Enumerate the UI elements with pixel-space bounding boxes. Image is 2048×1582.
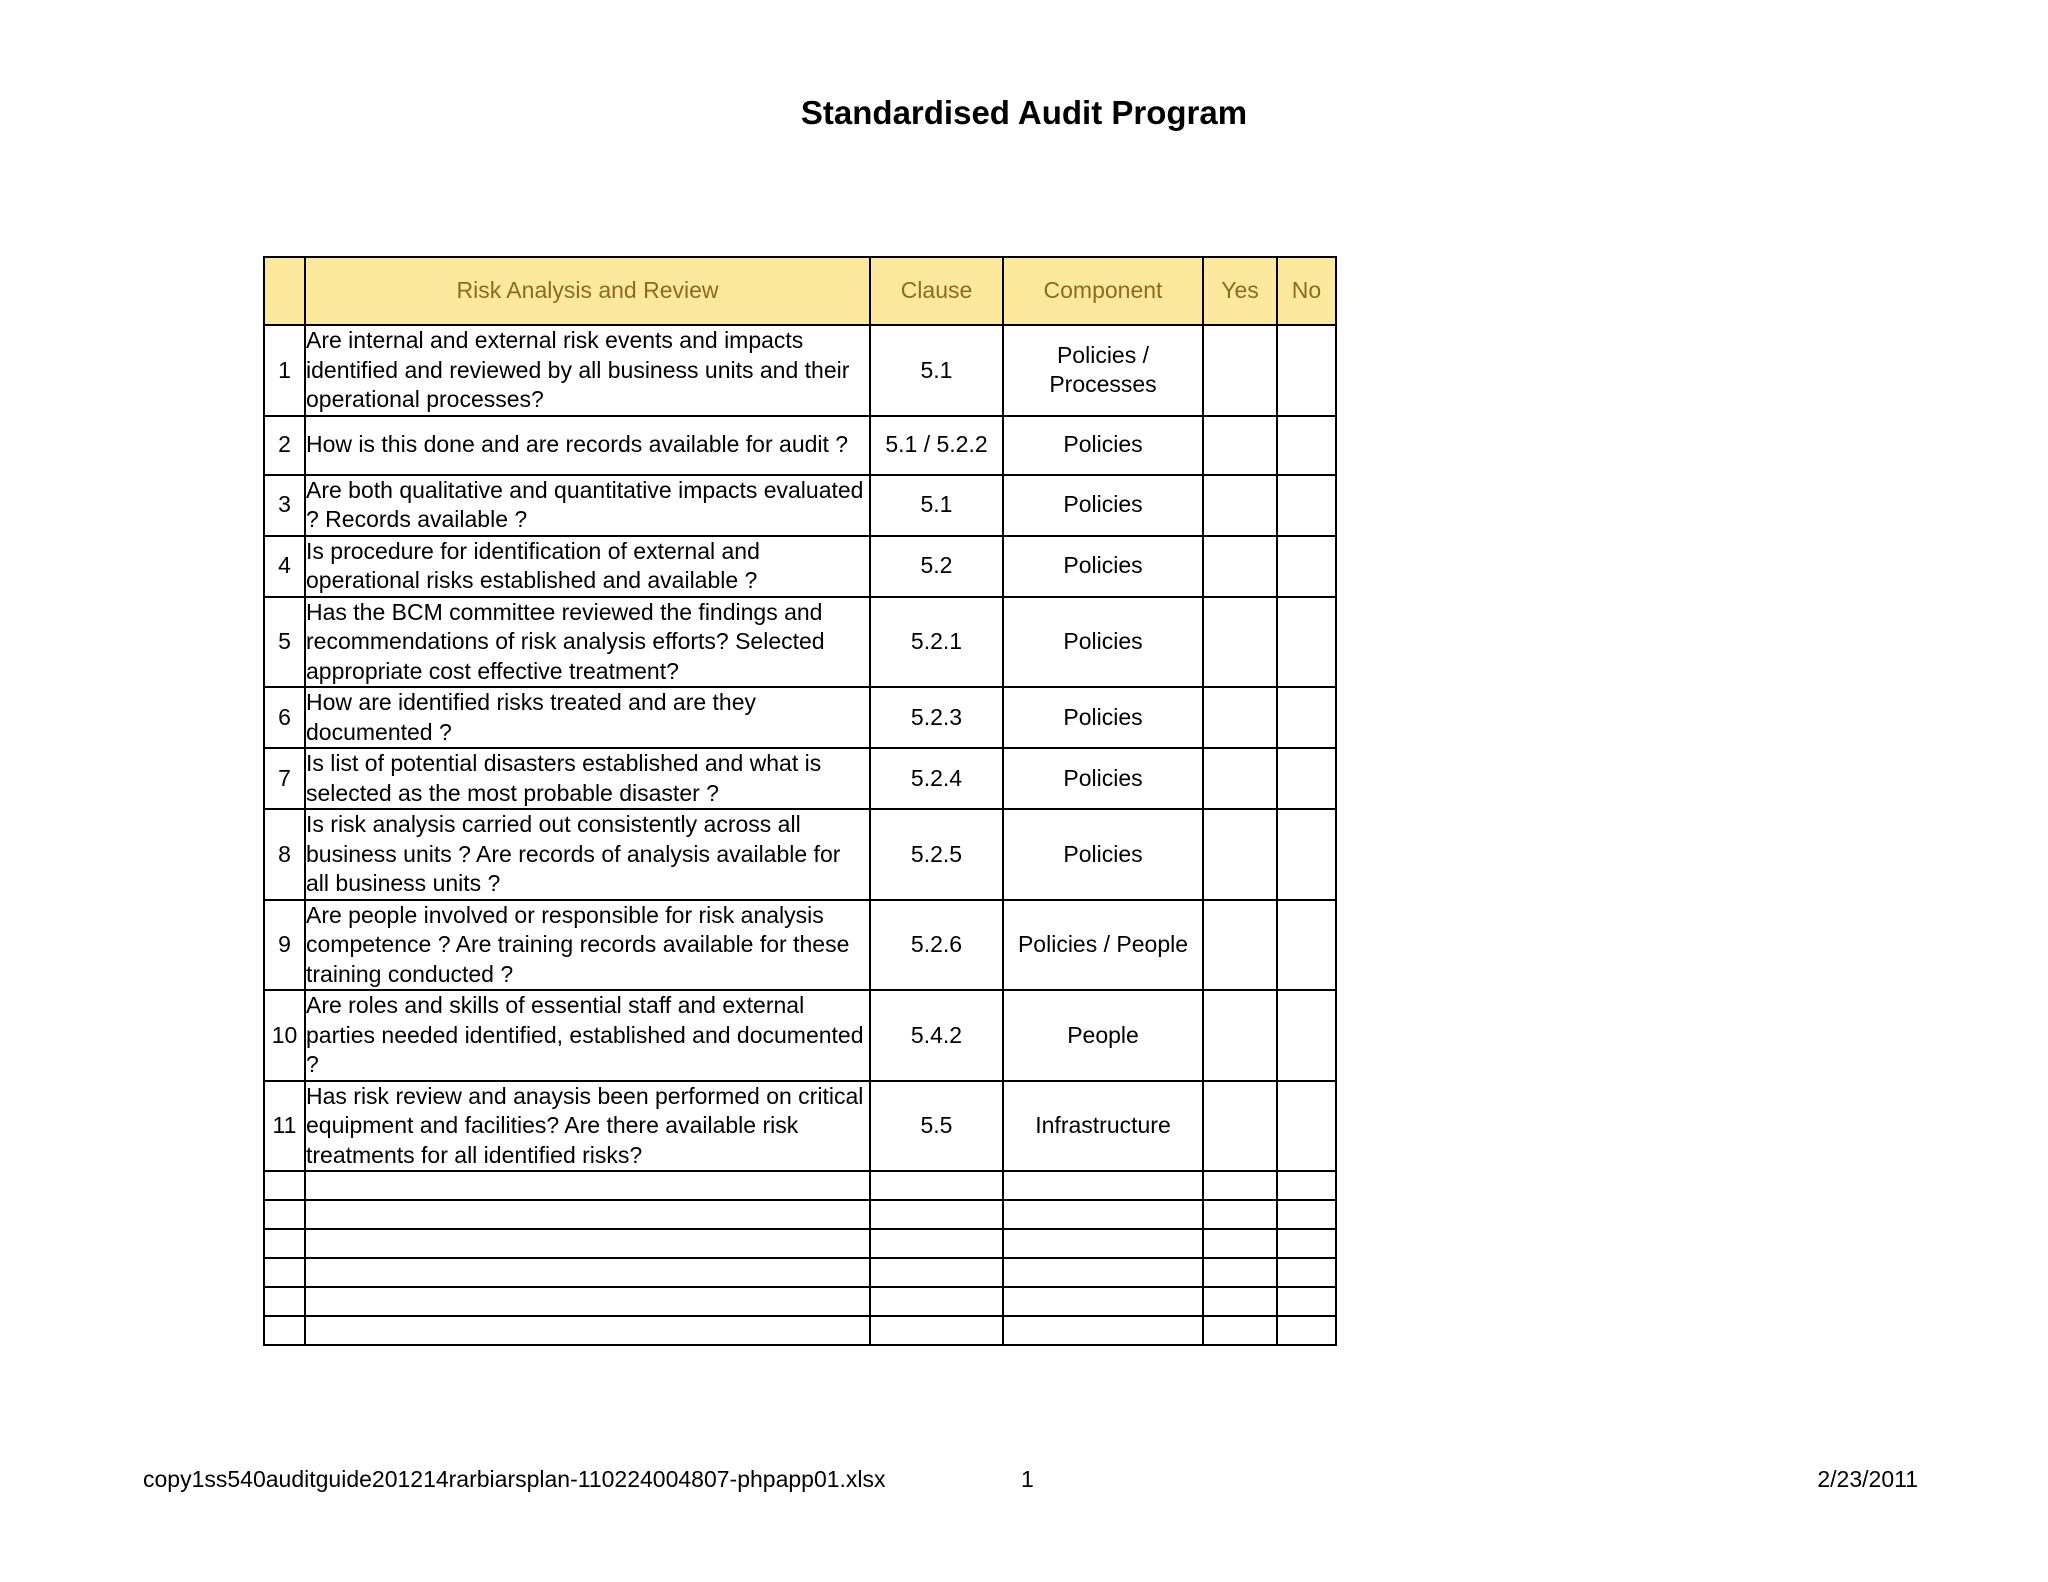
- table-row: [264, 416, 1336, 475]
- row-yes-cell[interactable]: [1203, 748, 1277, 809]
- row-no-cell[interactable]: [1277, 809, 1336, 900]
- row-question: How are identified risks treated and are they documented ?: [305, 687, 870, 748]
- row-yes-cell[interactable]: [1203, 597, 1277, 688]
- table-row: [264, 536, 1336, 597]
- empty-row: [264, 1258, 1336, 1287]
- row-question: Are roles and skills of essential staff and external parties needed identified, established and documented ?: [305, 990, 870, 1081]
- row-clause: 5.2.1: [870, 597, 1003, 688]
- row-yes-cell[interactable]: [1203, 990, 1277, 1081]
- header-no: No: [1277, 257, 1336, 325]
- row-no-cell[interactable]: [1277, 475, 1336, 536]
- empty-row: [264, 1229, 1336, 1258]
- row-no-cell[interactable]: [1277, 416, 1336, 475]
- row-component: Infrastructure: [1003, 1081, 1203, 1172]
- empty-row: [264, 1171, 1336, 1200]
- table-row: [264, 900, 1336, 991]
- row-number: 6: [264, 687, 305, 748]
- row-number: 3: [264, 475, 305, 536]
- table-header-row: [264, 257, 1336, 325]
- row-component: Policies: [1003, 687, 1203, 748]
- row-clause: 5.2.3: [870, 687, 1003, 748]
- header-component: Component: [1003, 257, 1203, 325]
- row-component: Policies: [1003, 475, 1203, 536]
- row-no-cell[interactable]: [1277, 900, 1336, 991]
- row-yes-cell[interactable]: [1203, 416, 1277, 475]
- row-no-cell[interactable]: [1277, 1081, 1336, 1172]
- row-clause: 5.2: [870, 536, 1003, 597]
- row-clause: 5.1: [870, 325, 1003, 416]
- row-clause: 5.5: [870, 1081, 1003, 1172]
- row-component: Policies / Processes: [1003, 325, 1203, 416]
- row-question: Is list of potential disasters established and what is selected as the most probable disaster ?: [305, 748, 870, 809]
- row-component: Policies: [1003, 809, 1203, 900]
- row-component: Policies: [1003, 416, 1203, 475]
- row-yes-cell[interactable]: [1203, 900, 1277, 991]
- footer-filename: copy1ss540auditguide201214rarbiarsplan-110224004807-phpapp01.xlsx: [143, 1466, 886, 1492]
- row-number: 2: [264, 416, 305, 475]
- row-clause: 5.2.6: [870, 900, 1003, 991]
- row-question: How is this done and are records available for audit ?: [305, 416, 870, 475]
- header-question: Risk Analysis and Review: [305, 257, 870, 325]
- table-row: [264, 475, 1336, 536]
- row-question: Has risk review and anaysis been performed on critical equipment and facilities? Are there available risk treatments for all identified risks?: [305, 1081, 870, 1172]
- table-row: [264, 990, 1336, 1081]
- row-number: 5: [264, 597, 305, 688]
- header-clause: Clause: [870, 257, 1003, 325]
- empty-row: [264, 1316, 1336, 1345]
- row-no-cell[interactable]: [1277, 325, 1336, 416]
- row-no-cell[interactable]: [1277, 597, 1336, 688]
- row-component: Policies: [1003, 536, 1203, 597]
- header-yes: Yes: [1203, 257, 1277, 325]
- row-yes-cell[interactable]: [1203, 536, 1277, 597]
- table-row: [264, 687, 1336, 748]
- row-yes-cell[interactable]: [1203, 325, 1277, 416]
- row-question: Is procedure for identification of external and operational risks established and available ?: [305, 536, 870, 597]
- footer-page-number: 1: [1021, 1466, 1034, 1492]
- table-row: [264, 325, 1336, 416]
- row-number: 4: [264, 536, 305, 597]
- row-component: People: [1003, 990, 1203, 1081]
- table-row: [264, 748, 1336, 809]
- row-no-cell[interactable]: [1277, 748, 1336, 809]
- row-number: 10: [264, 990, 305, 1081]
- row-question: Is risk analysis carried out consistently across all business units ? Are records of analysis available for all business units ?: [305, 809, 870, 900]
- row-yes-cell[interactable]: [1203, 687, 1277, 748]
- row-component: Policies / People: [1003, 900, 1203, 991]
- row-number: 11: [264, 1081, 305, 1172]
- row-number: 9: [264, 900, 305, 991]
- empty-row: [264, 1200, 1336, 1229]
- row-component: Policies: [1003, 748, 1203, 809]
- empty-row: [264, 1287, 1336, 1316]
- header-number: [264, 257, 305, 325]
- row-yes-cell[interactable]: [1203, 1081, 1277, 1172]
- row-no-cell[interactable]: [1277, 536, 1336, 597]
- row-number: 7: [264, 748, 305, 809]
- row-component: Policies: [1003, 597, 1203, 688]
- row-number: 8: [264, 809, 305, 900]
- row-question: Are internal and external risk events and impacts identified and reviewed by all business units and their operational processes?: [305, 325, 870, 416]
- row-number: 1: [264, 325, 305, 416]
- row-clause: 5.1: [870, 475, 1003, 536]
- table-row: [264, 809, 1336, 900]
- table-row: [264, 1081, 1336, 1172]
- row-question: Are people involved or responsible for risk analysis competence ? Are training records available for these training conducted ?: [305, 900, 870, 991]
- audit-table: [263, 256, 1337, 1346]
- row-clause: 5.1 / 5.2.2: [870, 416, 1003, 475]
- row-question: Has the BCM committee reviewed the findings and recommendations of risk analysis efforts? Selected appropriate cost effective treatment?: [305, 597, 870, 688]
- row-clause: 5.2.4: [870, 748, 1003, 809]
- table-row: [264, 597, 1336, 688]
- footer-date: 2/23/2011: [1817, 1466, 1918, 1492]
- row-yes-cell[interactable]: [1203, 475, 1277, 536]
- row-clause: 5.4.2: [870, 990, 1003, 1081]
- row-no-cell[interactable]: [1277, 687, 1336, 748]
- page-title: Standardised Audit Program: [800, 94, 1248, 131]
- row-question: Are both qualitative and quantitative impacts evaluated ? Records available ?: [305, 475, 870, 536]
- row-clause: 5.2.5: [870, 809, 1003, 900]
- row-no-cell[interactable]: [1277, 990, 1336, 1081]
- row-yes-cell[interactable]: [1203, 809, 1277, 900]
